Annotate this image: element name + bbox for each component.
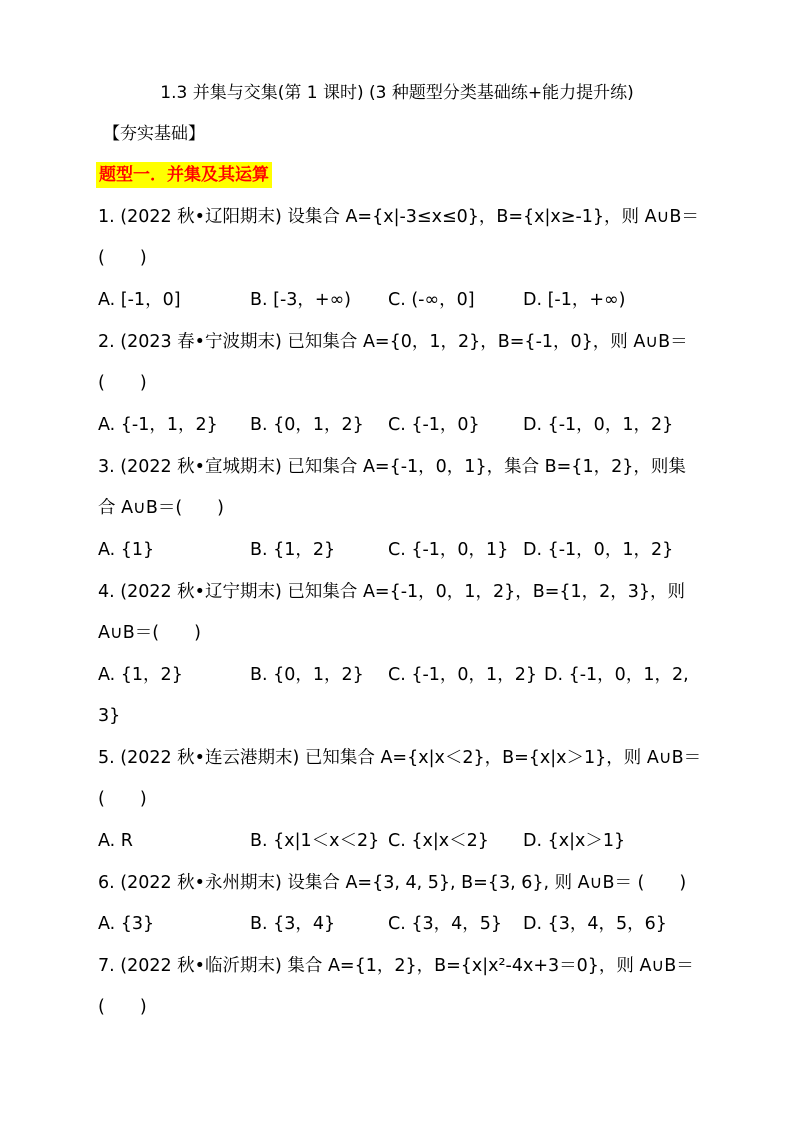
- option-a: A. [-1，0]: [98, 290, 181, 310]
- option-b: B. {x|1＜x＜2}: [250, 831, 380, 851]
- option-b: B. {0，1，2}: [250, 415, 364, 435]
- option-d: D. [-1，+∞): [523, 290, 626, 310]
- option-a: A. {3}: [98, 914, 155, 934]
- option-a: A. {-1，1，2}: [98, 415, 218, 435]
- topic-banner: 题型一．并集及其运算: [96, 162, 272, 188]
- option-a: A. {1，2}: [98, 665, 183, 685]
- question-4-options: [98, 663, 718, 687]
- option-b: B. {1，2}: [250, 540, 336, 560]
- question-7-stem: 7. (2022 秋•临沂期末) 集合 A={1，2}，B={x|x²-4x+3＝0}，则 A∪B＝: [98, 956, 694, 976]
- option-d: D. {-1，0，1，2}: [523, 415, 674, 435]
- question-2-options: [98, 413, 718, 437]
- option-b: B. {0，1，2}: [250, 665, 364, 685]
- option-d: D. {x|x＞1}: [523, 831, 626, 851]
- option-a: A. {1}: [98, 540, 155, 560]
- option-c: C. {-1，0，1，2}: [388, 665, 537, 685]
- option-c: C. (-∞，0]: [388, 290, 475, 310]
- option-c: C. {x|x＜2}: [388, 831, 489, 851]
- question-7-stem-cont: ( ): [98, 997, 147, 1017]
- question-3-stem: 3. (2022 秋•宣城期末) 已知集合 A={-1，0，1}，集合 B={1，2}，则集: [98, 457, 686, 477]
- question-1-stem-cont: ( ): [98, 248, 147, 268]
- question-5-stem-cont: ( ): [98, 789, 147, 809]
- question-3-options: [98, 538, 718, 562]
- question-5-stem: 5. (2022 秋•连云港期末) 已知集合 A={x|x＜2}，B={x|x＞1}，则 A∪B＝: [98, 748, 702, 768]
- question-1-options: [98, 288, 718, 312]
- question-2-stem: 2. (2023 春•宁波期末) 已知集合 A={0，1，2}，B={-1，0}，则 A∪B＝: [98, 332, 688, 352]
- option-b: B. {3，4}: [250, 914, 336, 934]
- option-d: D. {-1，0，1，2}: [523, 540, 674, 560]
- question-5-options: [98, 829, 718, 853]
- document-title: 1.3 并集与交集(第 1 课时) (3 种题型分类基础练+能力提升练): [160, 83, 634, 103]
- question-2-stem-cont: ( ): [98, 373, 147, 393]
- question-4-stem-cont: A∪B＝( ): [98, 623, 201, 643]
- option-a: A. R: [98, 831, 133, 851]
- section-heading: 【夯实基础】: [103, 124, 205, 144]
- option-b: B. [-3，+∞): [250, 290, 351, 310]
- option-c: C. {-1，0，1}: [388, 540, 509, 560]
- question-3-stem-cont: 合 A∪B＝( ): [98, 498, 225, 518]
- option-d: D. {-1，0，1，2,: [544, 665, 689, 685]
- question-6-stem: 6. (2022 秋•永州期末) 设集合 A={3, 4, 5}, B={3, 6}, 则 A∪B＝ ( ): [98, 873, 687, 893]
- option-c: C. {-1，0}: [388, 415, 480, 435]
- question-4-stem: 4. (2022 秋•辽宁期末) 已知集合 A={-1，0，1，2}，B={1，2，3}，则: [98, 582, 686, 602]
- option-d: D. {3，4，5，6}: [523, 914, 667, 934]
- question-1-stem: 1. (2022 秋•辽阳期末) 设集合 A={x|-3≤x≤0}，B={x|x≥-1}，则 A∪B＝: [98, 207, 699, 227]
- question-6-options: [98, 912, 718, 936]
- option-c: C. {3，4，5}: [388, 914, 503, 934]
- question-4-option-d-wrap: 3}: [98, 706, 121, 726]
